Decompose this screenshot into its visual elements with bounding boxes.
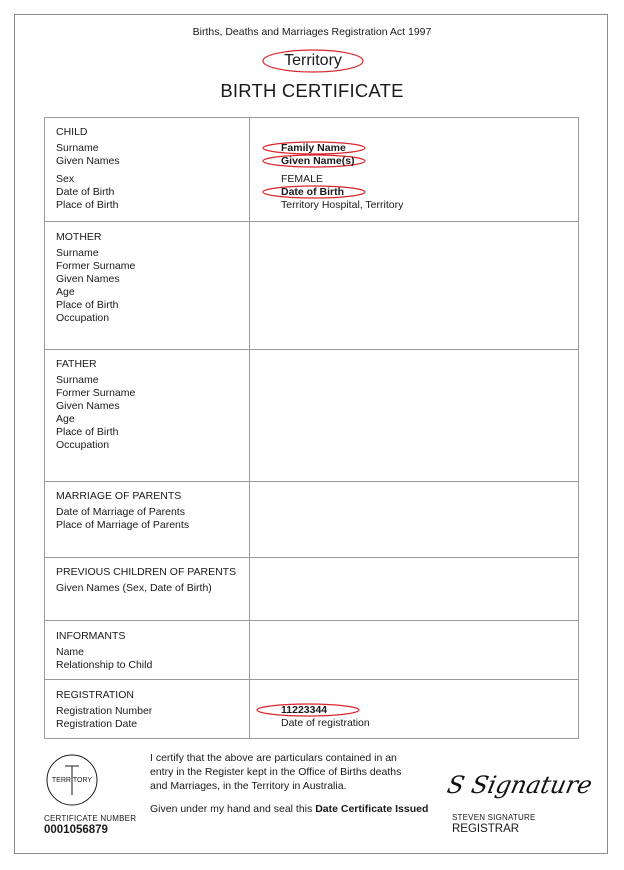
field-label: Age bbox=[56, 413, 75, 425]
section-divider bbox=[44, 679, 579, 680]
section-divider bbox=[44, 221, 579, 222]
section-divider bbox=[44, 349, 579, 350]
field-label: Given Names bbox=[56, 273, 120, 285]
child-given-names-value: Given Name(s) bbox=[281, 155, 355, 167]
field-label: Surname bbox=[56, 142, 99, 154]
child-section-labels bbox=[56, 126, 120, 212]
section-heading-mother: MOTHER bbox=[56, 231, 102, 243]
registration-section-labels bbox=[56, 689, 152, 731]
registrar-signature bbox=[444, 765, 595, 805]
field-label: Surname bbox=[56, 374, 99, 386]
field-label: Age bbox=[56, 286, 75, 298]
field-label: Date of Birth bbox=[56, 186, 115, 198]
signature-text: S Signature bbox=[444, 770, 595, 799]
registration-number-value: 11223344 bbox=[281, 704, 328, 716]
section-heading-marriage: MARRIAGE OF PARENTS bbox=[56, 490, 182, 502]
given-under-hand-statement bbox=[150, 803, 428, 815]
field-label: Registration Number bbox=[56, 705, 153, 717]
field-label: Name bbox=[56, 646, 85, 658]
registration-date-value: Date of registration bbox=[281, 717, 370, 729]
field-label: Given Names bbox=[56, 400, 120, 412]
section-heading-child: CHILD bbox=[56, 126, 88, 138]
signatory-name: STEVEN SIGNATURE bbox=[452, 813, 536, 822]
section-heading-father: FATHER bbox=[56, 358, 97, 370]
section-divider bbox=[44, 620, 579, 621]
field-label: Occupation bbox=[56, 312, 110, 324]
child-surname-value: Family Name bbox=[281, 142, 346, 154]
field-label: Former Surname bbox=[56, 387, 136, 399]
field-label: Occupation bbox=[56, 439, 110, 451]
field-label: Registration Date bbox=[56, 718, 138, 730]
signatory-role: REGISTRAR bbox=[452, 823, 520, 835]
field-label: Place of Birth bbox=[56, 426, 119, 438]
field-label: Date of Marriage of Parents bbox=[56, 506, 185, 518]
marriage-section-labels bbox=[56, 490, 189, 532]
section-heading-previous-children: PREVIOUS CHILDREN OF PARENTS bbox=[56, 566, 237, 578]
mother-section-labels bbox=[56, 231, 135, 325]
certification-statement: I certify that the above are particulars contained in an entry in the Register kept in the Office of Births deaths and Marriages, in the Territory in Australia. bbox=[150, 752, 402, 792]
father-section-labels bbox=[56, 358, 135, 452]
child-date-of-birth-value: Date of Birth bbox=[281, 186, 344, 198]
table-column-divider bbox=[249, 117, 250, 739]
seal-icon bbox=[45, 753, 99, 807]
field-label: Surname bbox=[56, 247, 99, 259]
field-label: Given Names bbox=[56, 155, 120, 167]
child-place-of-birth-value: Territory Hospital, Territory bbox=[281, 199, 404, 211]
field-label: Given Names (Sex, Date of Birth) bbox=[56, 582, 212, 594]
section-divider bbox=[44, 481, 579, 482]
field-label: Sex bbox=[56, 173, 75, 185]
page-title: BIRTH CERTIFICATE bbox=[220, 80, 404, 101]
territory-seal bbox=[45, 753, 99, 812]
territory-name: Territory bbox=[284, 52, 342, 69]
field-label: Former Surname bbox=[56, 260, 136, 272]
given-prefix: Given under my hand and seal this bbox=[150, 803, 316, 815]
seal-text: TERRITORY bbox=[51, 777, 93, 784]
field-label: Place of Marriage of Parents bbox=[56, 519, 190, 531]
section-divider bbox=[44, 557, 579, 558]
certificate-number-label: CERTIFICATE NUMBER bbox=[44, 814, 137, 823]
certificate-number: 0001056879 bbox=[44, 824, 108, 836]
field-label: Place of Birth bbox=[56, 199, 119, 211]
act-reference: Births, Deaths and Marriages Registration Act 1997 bbox=[192, 26, 432, 38]
date-certificate-issued: Date Certificate Issued bbox=[315, 803, 429, 815]
section-heading-registration: REGISTRATION bbox=[56, 689, 134, 701]
field-label: Place of Birth bbox=[56, 299, 119, 311]
child-sex-value: FEMALE bbox=[281, 173, 324, 185]
informants-section-labels bbox=[56, 630, 152, 672]
field-label: Relationship to Child bbox=[56, 659, 153, 671]
territory-badge bbox=[262, 49, 364, 73]
section-heading-informants: INFORMANTS bbox=[56, 630, 126, 642]
previous-children-section-labels bbox=[56, 566, 236, 595]
